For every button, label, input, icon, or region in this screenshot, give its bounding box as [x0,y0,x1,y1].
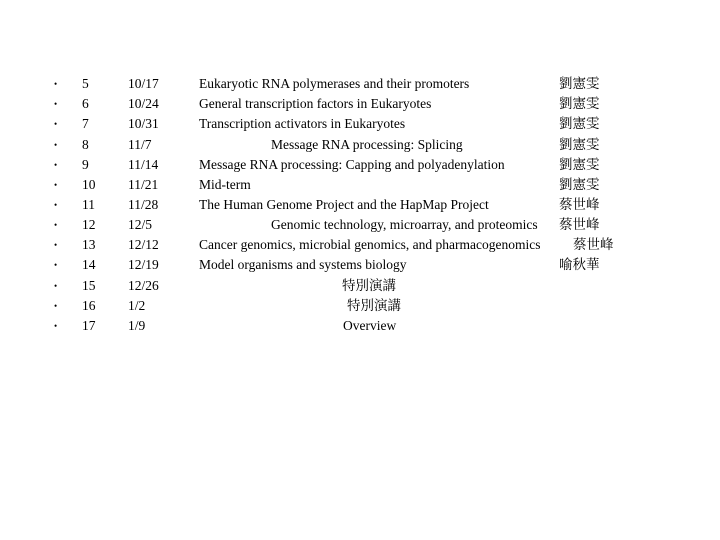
lecture-date: 11/14 [128,157,159,172]
lecturer-name: 劉憲雯 [559,177,600,192]
bullet: • [54,119,58,129]
lecture-date: 11/7 [128,137,152,152]
lecture-topic: Transcription activators in Eukaryotes [199,116,406,131]
bullet: • [54,220,58,230]
schedule-row [0,114,720,134]
lecturer-name: 蔡世峰 [559,217,600,232]
lecture-topic: Message RNA processing: Splicing [271,137,463,152]
bullet: • [54,301,58,311]
lecture-topic: General transcription factors in Eukaryotes [199,96,432,111]
lecture-topic: Message RNA processing: Capping and polyadenylation [199,157,505,172]
schedule-row [0,155,720,175]
lecture-number: 16 [82,298,96,313]
bullet: • [54,180,58,190]
lecture-topic: 特別演講 [347,298,401,313]
lecture-number: 13 [82,237,96,252]
lecture-number: 14 [82,257,96,272]
bullet: • [54,200,58,210]
lecture-date: 12/5 [128,217,153,232]
bullet: • [54,160,58,170]
lecture-topic: The Human Genome Project and the HapMap Project [199,197,489,212]
schedule-row [0,235,720,255]
schedule-row [0,276,720,296]
schedule-row [0,135,720,155]
lecture-number: 9 [82,157,89,172]
lecture-topic: Eukaryotic RNA polymerases and their promoters [199,76,470,91]
lecture-topic: Genomic technology, microarray, and proteomics [271,217,538,232]
schedule-row [0,215,720,235]
lecturer-name: 劉憲雯 [559,116,600,131]
lecture-date: 10/24 [128,96,159,111]
lecture-topic: Cancer genomics, microbial genomics, and pharmacogenomics [199,237,541,252]
lecture-number: 17 [82,318,96,333]
lecturer-name: 喻秋華 [559,257,600,272]
lecture-number: 8 [82,137,89,152]
lecturer-name: 蔡世峰 [559,197,600,212]
bullet: • [54,99,58,109]
bullet: • [54,281,58,291]
lecture-number: 5 [82,76,89,91]
schedule-row [0,316,720,336]
lecture-number: 11 [82,197,95,212]
schedule-row [0,195,720,215]
lecture-topic: Mid-term [199,177,251,192]
lecture-topic: Overview [343,318,397,333]
lecture-date: 12/26 [128,278,159,293]
schedule-row [0,255,720,275]
lecture-number: 7 [82,116,89,131]
lecturer-name: 蔡世峰 [573,237,614,252]
lecturer-name: 劉憲雯 [559,157,600,172]
lecture-date: 11/28 [128,197,159,212]
bullet: • [54,321,58,331]
lecturer-name: 劉憲雯 [559,137,600,152]
bullet: • [54,79,58,89]
lecture-date: 10/17 [128,76,159,91]
lecture-date: 11/21 [128,177,159,192]
lecture-number: 10 [82,177,96,192]
lecture-topic: 特別演講 [342,278,396,293]
lecture-date: 12/12 [128,237,159,252]
lecture-date: 10/31 [128,116,159,131]
schedule-row [0,94,720,114]
lecture-topic: Model organisms and systems biology [199,257,407,272]
bullet: • [54,140,58,150]
schedule-row [0,175,720,195]
lecturer-name: 劉憲雯 [559,76,600,91]
bullet: • [54,240,58,250]
schedule-row [0,296,720,316]
lecture-number: 12 [82,217,96,232]
lecture-date: 12/19 [128,257,159,272]
lecture-date: 1/2 [128,298,146,313]
schedule-row [0,74,720,94]
lecture-number: 6 [82,96,89,111]
lecturer-name: 劉憲雯 [559,96,600,111]
lecture-date: 1/9 [128,318,146,333]
lecture-number: 15 [82,278,96,293]
bullet: • [54,260,58,270]
